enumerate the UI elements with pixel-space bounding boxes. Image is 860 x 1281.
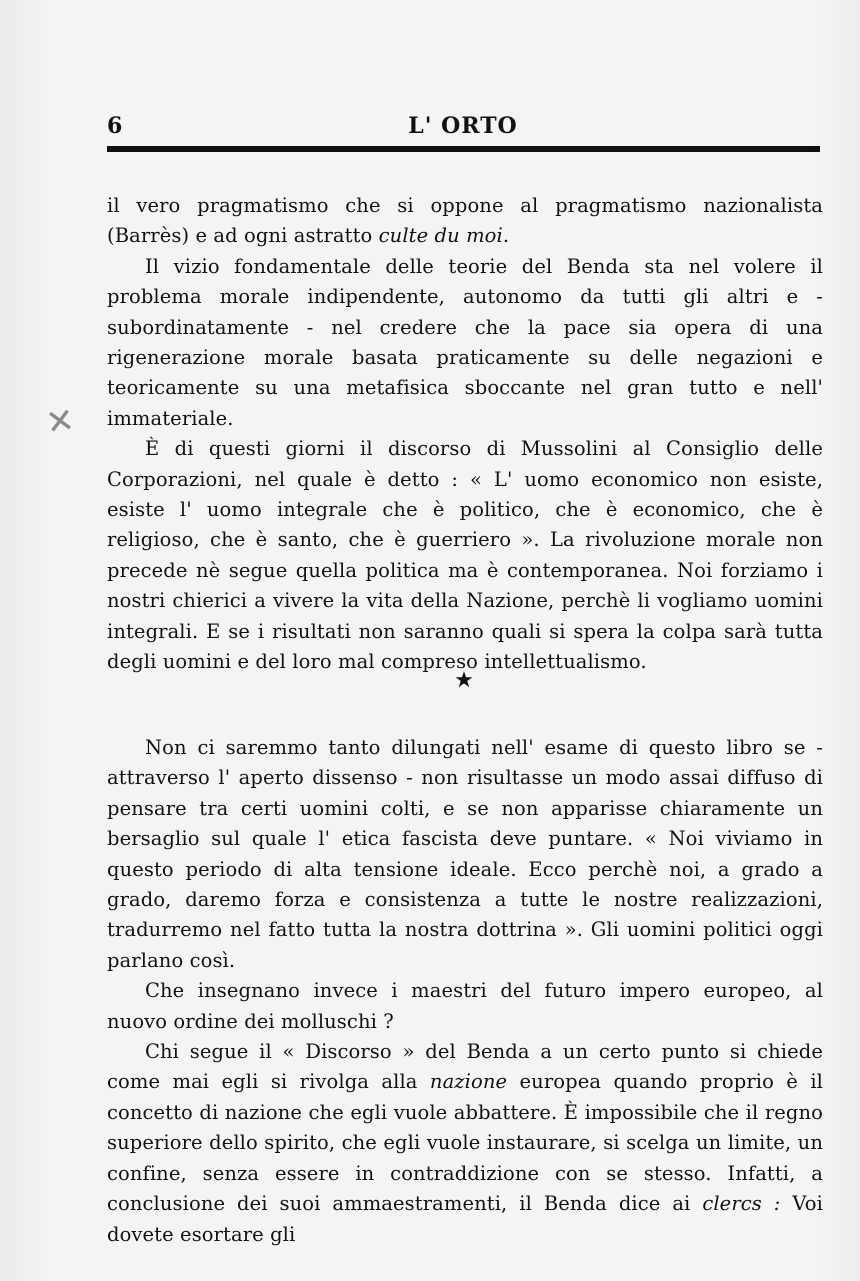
section-separator-star: ★	[454, 668, 474, 693]
header-rule	[107, 146, 820, 152]
paragraph: Che insegnano invece i maestri del futuro impero europeo, al nuovo ordine dei molluschi ?	[107, 979, 823, 1033]
italic-phrase: culte du moi	[378, 224, 503, 248]
paragraph: È di questi giorni il discorso di Mussolini al Consiglio delle Corporazioni, nel quale è detto : « L' uomo economico non esiste, esiste l' uomo integrale che è politico, che è economico, che è religioso, che è santo, che è guerriero ». La rivoluzione morale non precede nè segue quella politica ma è contemporanea. Noi forziamo i nostri chierici a vivere la vita della Nazione, perchè li vogliamo uomini integrali. E se i risultati non saranno quali si spera la colpa sarà tutta degli uomini e del loro mal compreso intellettualismo.	[107, 437, 823, 674]
paragraph	[107, 191, 823, 252]
running-head	[107, 113, 819, 145]
italic-phrase: clercs :	[702, 1192, 781, 1216]
text-section-1	[107, 191, 823, 678]
paragraph-text: il vero pragmatismo che si oppone al pragmatismo nazionalista (Barrès) e ad ogni astratto	[107, 194, 823, 248]
paragraph-text: .	[502, 224, 510, 248]
margin-pencil-mark: ✕	[43, 400, 78, 444]
page-number: 6	[107, 113, 123, 139]
paragraph: Il vizio fondamentale delle teorie del Benda sta nel volere il problema morale indipendente, autonomo da tutti gli altri e - subordinatamente - nel credere che la pace sia opera di una rigenerazione morale basata praticamente su delle negazioni e teoricamente su una metafisica sboccante nel gran tutto e nell' immateriale.	[107, 254, 823, 430]
paragraph-text: Chi segue il « Discorso » del Benda a un certo punto si chiede come mai egli si rivolga alla	[107, 1040, 823, 1094]
text-section-2	[107, 733, 823, 1250]
paragraph-text: Voi dovete esortare gli	[107, 1192, 823, 1246]
paragraph: Non ci saremmo tanto dilungati nell' esame di questo libro se - attraverso l' aperto dissenso - non risultasse un modo assai diffuso di pensare tra certi uomini colti, e se non apparisse chiaramente un bersaglio sul quale l' etica fascista deve puntare. « Noi viviamo in questo periodo di alta tensione ideale. Ecco perchè noi, a grado a grado, daremo forza e consistenza a tutte le nostre realizzazioni, tradurremo nel fatto tutta la nostra dottrina ». Gli uomini politici oggi parlano così.	[107, 736, 823, 972]
running-title: L' ORTO	[408, 113, 518, 139]
paragraph	[107, 1037, 823, 1250]
italic-phrase: nazione	[429, 1070, 508, 1094]
paragraph-text: europea quando proprio è il concetto di nazione che egli vuole abbattere. È impossibile che il regno superiore dello spirito, che egli vuole instaurare, si scelga un limite, un confine, senza essere in contraddizione con se stesso. Infatti, a conclusione dei suoi ammaestramenti, il Benda dice ai	[107, 1070, 824, 1216]
